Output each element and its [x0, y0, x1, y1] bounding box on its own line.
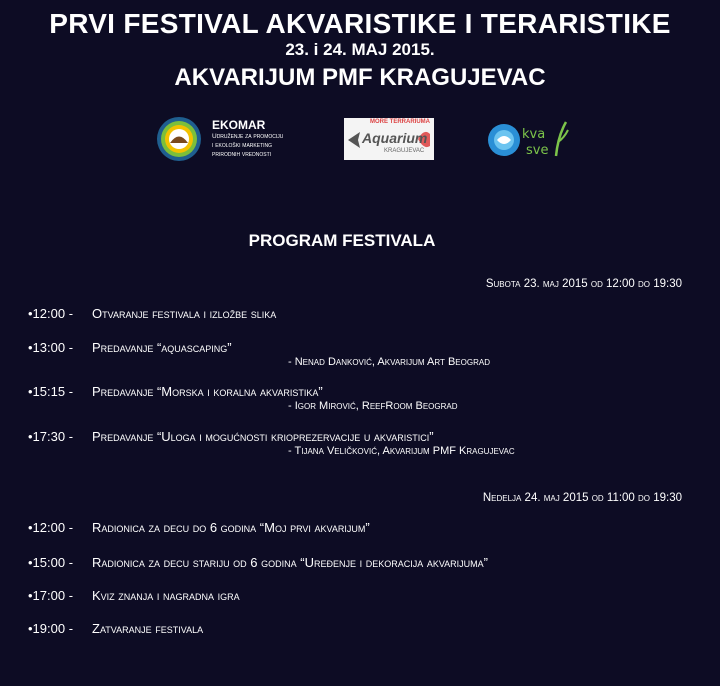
ekomar-tagline-1: Udruženje za promociju — [212, 133, 284, 140]
schedule-item — [28, 588, 240, 603]
sponsor-logos — [0, 112, 720, 168]
item-time: •17:30 - — [28, 429, 74, 444]
aquarium-logo-text: Aquarium — [362, 130, 428, 146]
festival-title: PRVI FESTIVAL AKVARISTIKE I TERARISTIKE — [49, 8, 671, 39]
item-title: Zatvaranje festivala — [92, 621, 204, 636]
item-time: •13:00 - — [28, 340, 74, 355]
day-1-header: Subota 23. maj 2015 od 12:00 do 19:30 — [485, 278, 682, 290]
ekomar-text — [212, 118, 322, 159]
ekomar-tagline-2: i ekološki marketing — [212, 142, 273, 149]
item-title: Predavanje “Uloga i mogućnosti krioprezervacije u akvaristici” — [92, 429, 434, 444]
schedule-item — [28, 520, 370, 535]
item-speaker: - Nenad Danković, Akvarijum Art Beograd — [288, 356, 490, 368]
akva-sve-logo — [486, 116, 570, 162]
item-title: Radionica za decu stariju od 6 godina “Uređenje i dekoracija akvarijuma” — [92, 555, 488, 570]
ekomar-name: EKOMAR — [212, 118, 266, 132]
schedule-item — [28, 340, 232, 355]
festival-dates: 23. i 24. MAJ 2015. — [285, 40, 435, 59]
day-2-header: Nedelja 24. maj 2015 od 11:00 do 19:30 — [482, 492, 682, 504]
program-title: PROGRAM FESTIVALA — [248, 231, 436, 250]
svg-text:sve: sve — [526, 143, 549, 158]
schedule-item — [28, 621, 203, 636]
festival-venue: AKVARIJUM PMF KRAGUJEVAC — [174, 64, 546, 91]
item-time: •15:00 - — [28, 555, 74, 570]
item-speaker: - Tijana Veličković, Akvarijum PMF Kragujevac — [288, 445, 515, 457]
item-title: Radionica za decu do 6 godina “Moj prvi akvarijum” — [92, 520, 370, 535]
item-time: •12:00 - — [28, 520, 74, 535]
ekomar-tagline-3: prirodnih vrednosti — [212, 151, 272, 158]
item-time: •12:00 - — [28, 306, 74, 321]
item-title: Otvaranje festivala i izložbe slika — [92, 306, 277, 321]
item-title: Kviz znanja i nagradna igra — [92, 588, 240, 603]
aquarium-kragujevac-logo — [344, 118, 434, 160]
ekomar-logo — [156, 116, 202, 162]
item-time: •15:15 - — [28, 384, 74, 399]
item-time: •17:00 - — [28, 588, 74, 603]
schedule-item — [28, 384, 323, 399]
svg-text:kva: kva — [522, 127, 546, 142]
item-title: Predavanje “aquascaping” — [92, 340, 232, 355]
item-title: Predavanje “Morska i koralna akvaristika” — [92, 384, 323, 399]
schedule-item — [28, 429, 434, 444]
schedule-item — [28, 555, 488, 570]
item-time: •19:00 - — [28, 621, 74, 636]
schedule-item — [28, 306, 276, 321]
aquarium-logo-top: MORE TERRARIUMA — [370, 119, 430, 125]
item-speaker: - Igor Mirović, ReefRoom Beograd — [288, 400, 458, 412]
aquarium-logo-sub: KRAGUJEVAC — [384, 148, 425, 154]
